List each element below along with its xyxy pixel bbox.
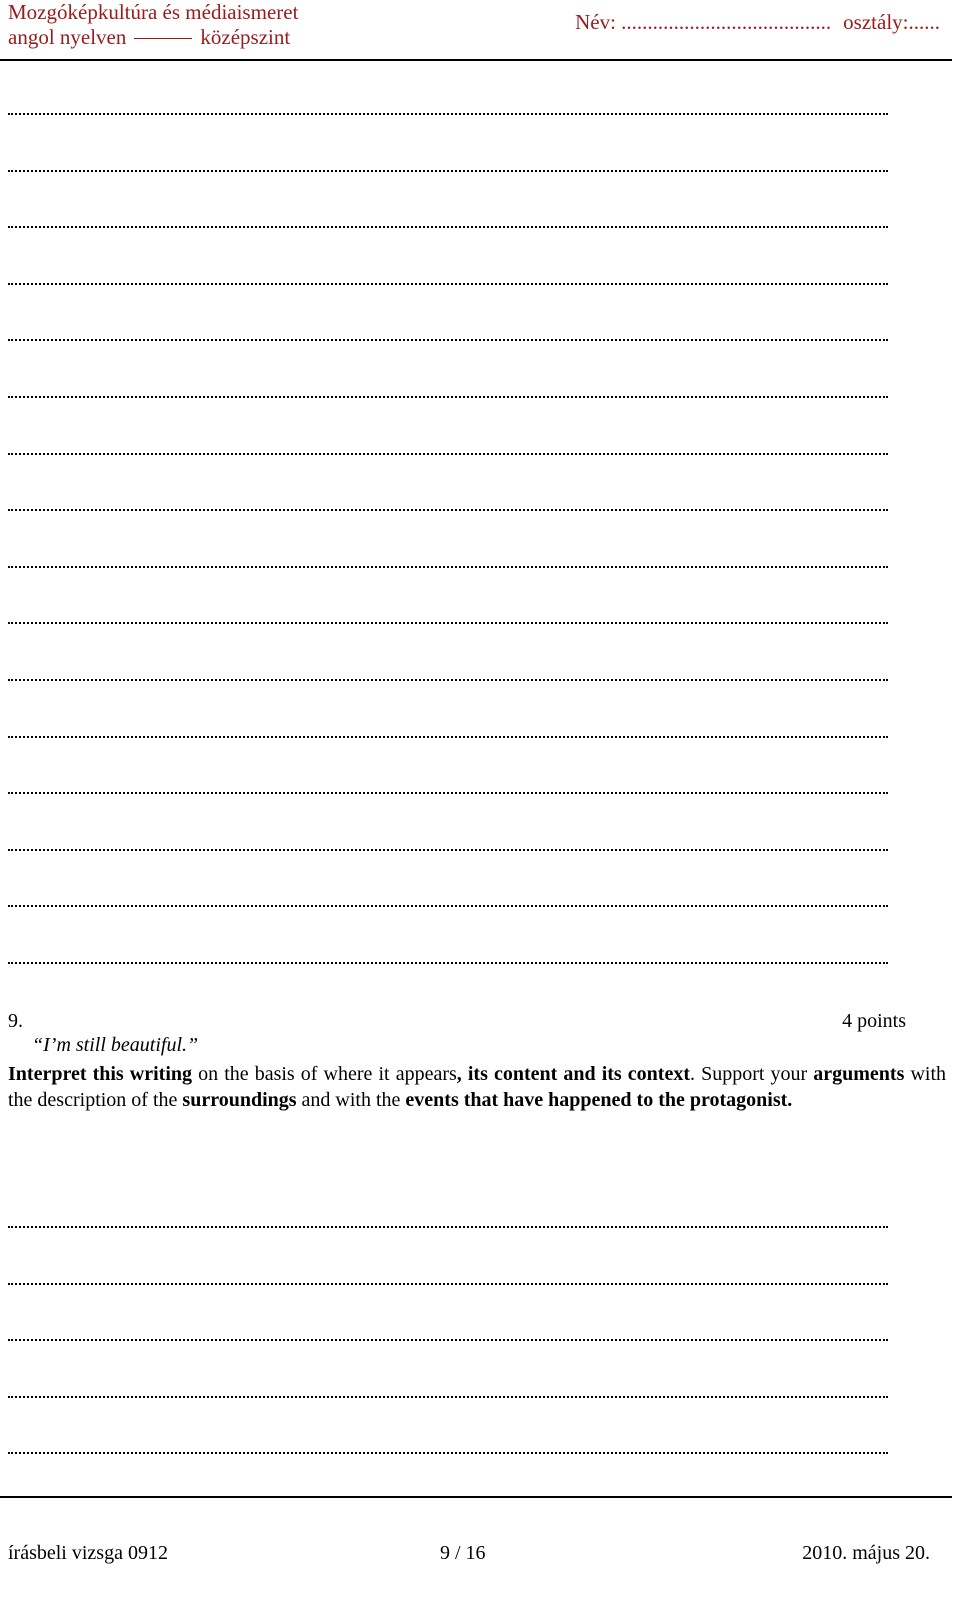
header-divider (0, 59, 952, 61)
class-field: osztály:...... (843, 10, 940, 34)
answer-line[interactable] (8, 93, 888, 115)
subject-line-1: Mozgóképkultúra és médiaismeret (8, 0, 299, 24)
question-number: 9. (8, 1010, 23, 1032)
subject-title (8, 0, 298, 50)
question-9 (8, 1008, 946, 1113)
question-points: 4 points (842, 1010, 906, 1032)
answer-line[interactable] (8, 772, 888, 794)
answer-line[interactable] (8, 150, 888, 172)
language-label: angol nyelven (8, 25, 127, 49)
name-field: Név: ........................................ (575, 10, 832, 34)
question-instructions: Interpret this writing on the basis of where it appears, its content and its context. Support your arguments with the description of the surroundings and with the events that have happened to the protagonist. (8, 1063, 947, 1111)
page-number: 9 / 16 (440, 1542, 486, 1564)
answer-line[interactable] (8, 1206, 888, 1228)
answer-line[interactable] (8, 433, 888, 455)
student-info (575, 10, 940, 35)
answer-line[interactable] (8, 716, 888, 738)
level-label: középszint (200, 25, 291, 49)
exam-date: 2010. május 20. (802, 1542, 930, 1564)
answer-line[interactable] (8, 829, 888, 851)
answer-line[interactable] (8, 659, 888, 681)
answer-line[interactable] (8, 1263, 888, 1285)
subject-line-2 (8, 25, 298, 50)
answer-line[interactable] (8, 1319, 888, 1341)
answer-line[interactable] (8, 319, 888, 341)
footer-divider (0, 1496, 952, 1498)
question-title: “I’m still beautiful.” (32, 1034, 199, 1056)
answer-line[interactable] (8, 489, 888, 511)
page-header (0, 0, 960, 62)
answer-line[interactable] (8, 1376, 888, 1398)
answer-line[interactable] (8, 885, 888, 907)
answer-line[interactable] (8, 942, 888, 964)
answer-line[interactable] (8, 1432, 888, 1454)
answer-line[interactable] (8, 546, 888, 568)
dash-separator (134, 38, 192, 39)
answer-line[interactable] (8, 263, 888, 285)
answer-line[interactable] (8, 602, 888, 624)
answer-line[interactable] (8, 206, 888, 228)
answer-line[interactable] (8, 376, 888, 398)
exam-code: írásbeli vizsga 0912 (8, 1542, 168, 1564)
